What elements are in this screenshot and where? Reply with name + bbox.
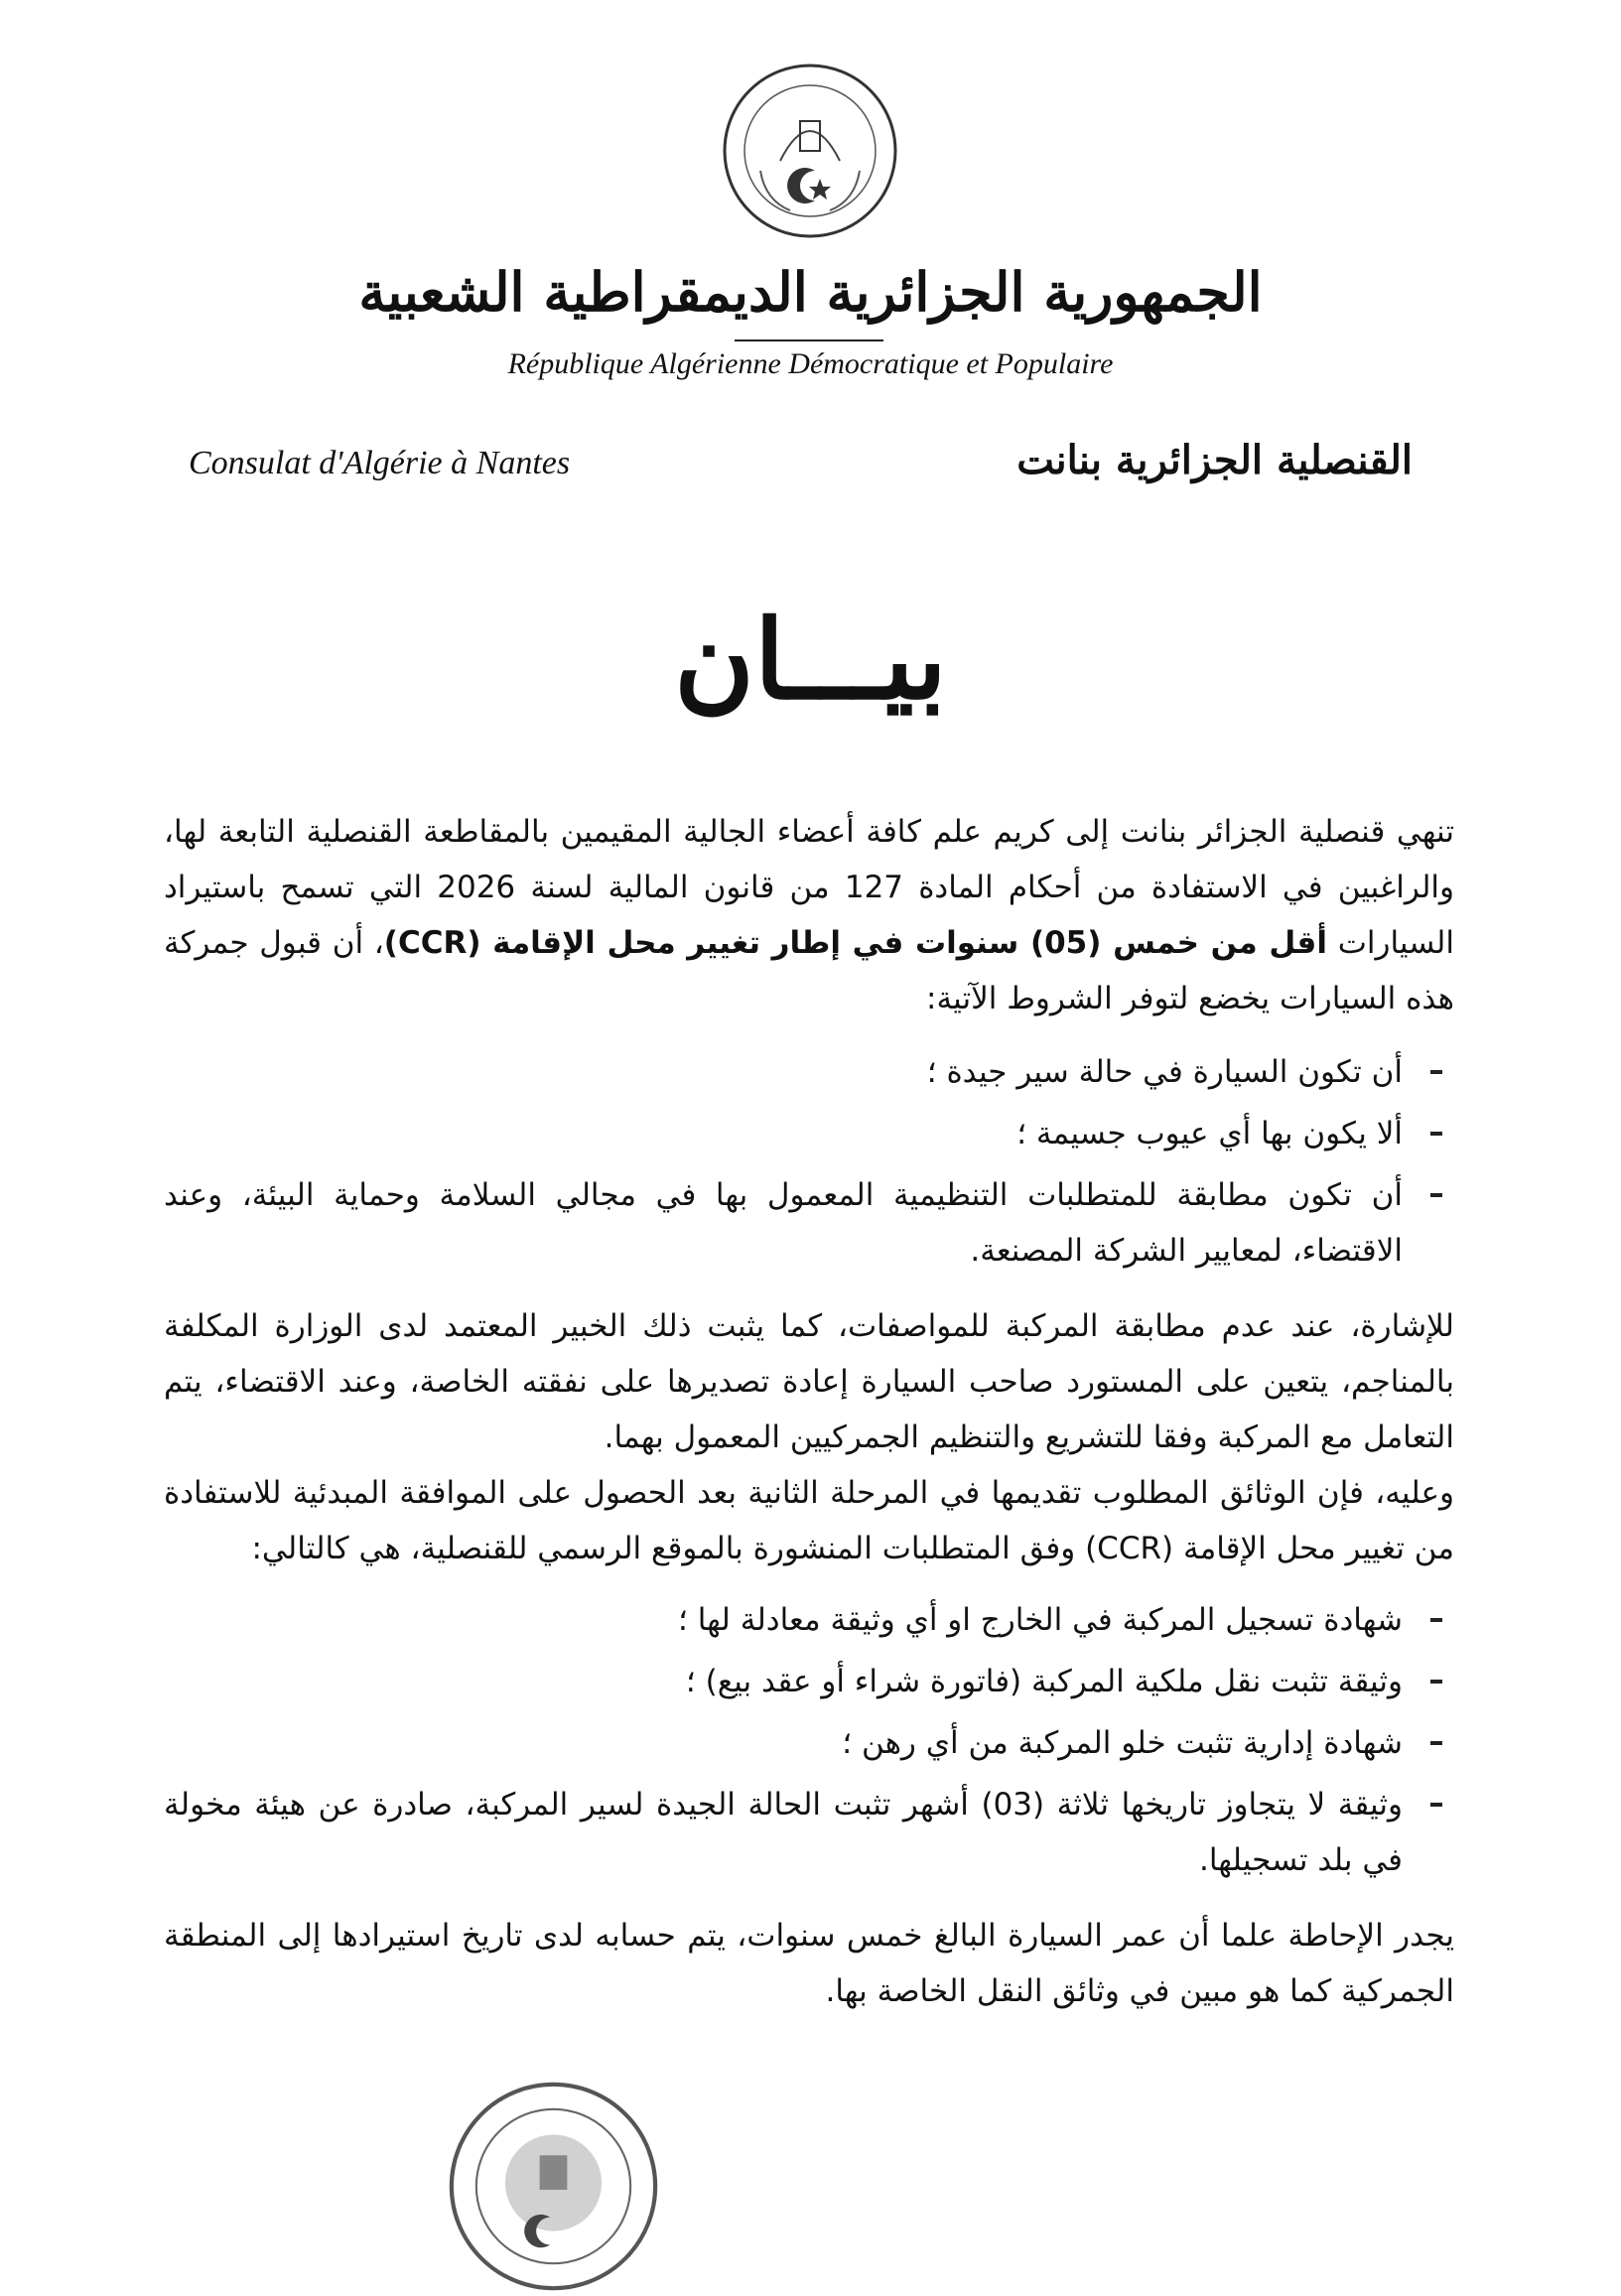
intro-bold-text: أقل من خمس (05) سنوات في إطار تغيير محل الإقامة (CCR) (383, 925, 1327, 961)
note-paragraph: للإشارة، عند عدم مطابقة المركبة للمواصفات، كما يثبت ذلك الخبير المعتمد لدى الوزارة المكلفة بالمناجم، يتعين على المستورد صاحب السيارة إعادة تصديرها على نفقته الخاصة، وعند الاقتضاء، يتم التعامل مع المركبة وفقا للتشريع والتنظيم الجمركيين المعمول بهما. (164, 1308, 1454, 1455)
list-item: وثيقة تثبت نقل ملكية المركبة (فاتورة شراء أو عقد بيع) ؛ (164, 1654, 1454, 1709)
title-divider (735, 339, 883, 341)
consulate-name-arabic: القنصلية الجزائرية بنانت (1016, 437, 1413, 483)
list-item: وثيقة لا يتجاوز تاريخها ثلاثة (03) أشهر تثبت الحالة الجيدة لسير المركبة، صادرة عن هيئة مخولة في بلد تسجيلها. (164, 1777, 1454, 1888)
intro-paragraph (164, 804, 1454, 1026)
document-body (164, 804, 1454, 2019)
list-item: ألا يكون بها أي عيوب جسيمة ؛ (164, 1106, 1454, 1161)
documents-intro-paragraph: وعليه، فإن الوثائق المطلوب تقديمها في المرحلة الثانية بعد الحصول على الموافقة المبدئية للاستفادة من تغيير محل الإقامة (CCR) وفق المتطلبات المنشورة بالموقع الرسمي للقنصلية، هي كالتالي: (164, 1475, 1454, 1566)
list-item: أن تكون مطابقة للمتطلبات التنظيمية المعمول بها في مجالي السلامة وحماية البيئة، وعند الاقتضاء، لمعايير الشركة المصنعة. (164, 1167, 1454, 1279)
conditions-list (164, 1044, 1454, 1279)
emblem-icon (721, 62, 899, 240)
country-name-french: République Algérienne Démocratique et Populaire (507, 347, 1114, 380)
list-item: شهادة تسجيل المركبة في الخارج او أي وثيقة معادلة لها ؛ (164, 1592, 1454, 1648)
intro-text: تنهي قنصلية الجزائر بنانت إلى كريم علم كافة أعضاء الجالية المقيمين بالمقاطعة القنصلية التابعة لها، والراغبين في الاستفادة من أحكام المادة 127 من قانون المالية لسنة 2026 التي تسمح باستيراد السيارات (164, 814, 1454, 961)
list-item: أن تكون السيارة في حالة سير جيدة ؛ (164, 1044, 1454, 1100)
consulate-name-french: Consulat d'Algérie à Nantes (189, 445, 571, 481)
country-name-arabic: الجمهورية الجزائرية الديمقراطية الشعبية (358, 260, 1263, 324)
intro-text-end: ، أن قبول جمركة هذه السيارات يخضع لتوفر الشروط الآتية: (164, 925, 1454, 1016)
stamp-icon (447, 2080, 660, 2293)
closing-paragraph: يجدر الإحاطة علما أن عمر السيارة البالغ خمس سنوات، يتم حسابه لدى تاريخ استيرادها إلى المنطقة الجمركية كما هو مبين في وثائق النقل الخاصة بها. (164, 1918, 1454, 2009)
list-item: شهادة إدارية تثبت خلو المركبة من أي رهن ؛ (164, 1715, 1454, 1771)
documents-list (164, 1592, 1454, 1888)
document-title: بيـــان (674, 596, 947, 724)
